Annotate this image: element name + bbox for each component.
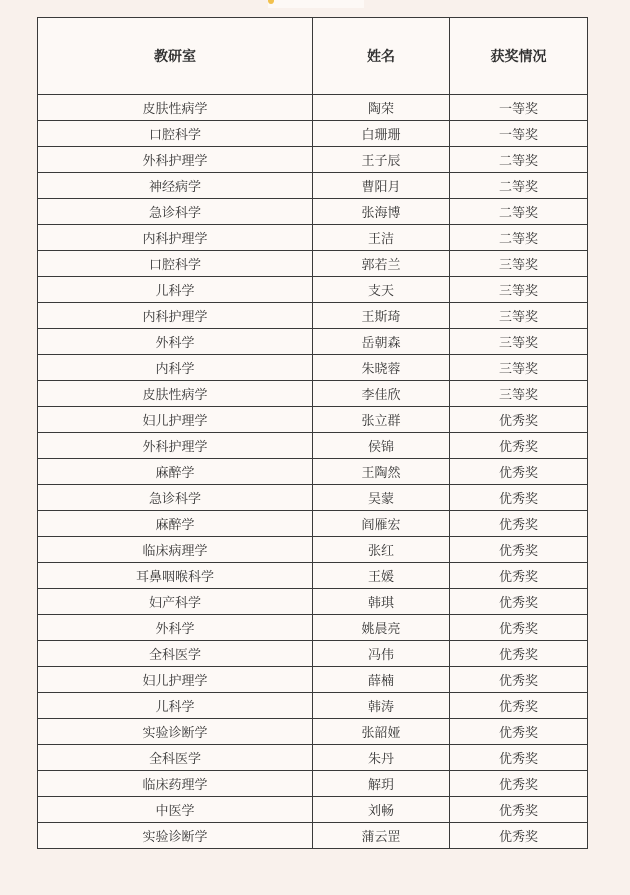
table-row [38,95,588,121]
table-row [38,693,588,719]
table-row [38,797,588,823]
name-cell: 张立群 [313,407,450,433]
table-row [38,329,588,355]
award-cell: 优秀奖 [450,667,588,693]
award-cell: 二等奖 [450,225,588,251]
department-cell: 麻醉学 [38,459,313,485]
department-cell: 皮肤性病学 [38,381,313,407]
award-cell: 优秀奖 [450,771,588,797]
department-cell: 实验诊断学 [38,823,313,849]
header-award: 获奖情况 [450,18,588,95]
table-row [38,745,588,771]
award-cell: 优秀奖 [450,823,588,849]
name-cell: 朱丹 [313,745,450,771]
name-cell: 张海博 [313,199,450,225]
table-row [38,537,588,563]
table-row [38,771,588,797]
department-cell: 皮肤性病学 [38,95,313,121]
table-row [38,615,588,641]
header-department: 教研室 [38,18,313,95]
award-cell: 优秀奖 [450,433,588,459]
award-cell: 三等奖 [450,329,588,355]
department-cell: 妇儿护理学 [38,407,313,433]
department-cell: 临床药理学 [38,771,313,797]
department-cell: 实验诊断学 [38,719,313,745]
department-cell: 临床病理学 [38,537,313,563]
table-row [38,485,588,511]
department-cell: 外科学 [38,329,313,355]
name-cell: 姚晨亮 [313,615,450,641]
header-row [38,18,588,95]
department-cell: 外科学 [38,615,313,641]
award-cell: 优秀奖 [450,511,588,537]
award-cell: 三等奖 [450,251,588,277]
table-header [38,18,588,95]
name-cell: 蒲云罡 [313,823,450,849]
department-cell: 儿科学 [38,693,313,719]
table-row [38,173,588,199]
table-row [38,823,588,849]
table-row [38,277,588,303]
award-cell: 三等奖 [450,277,588,303]
table-row [38,511,588,537]
name-cell: 吴蒙 [313,485,450,511]
award-cell: 二等奖 [450,173,588,199]
name-cell: 冯伟 [313,641,450,667]
award-cell: 三等奖 [450,355,588,381]
award-cell: 一等奖 [450,95,588,121]
department-cell: 全科医学 [38,641,313,667]
department-cell: 急诊科学 [38,485,313,511]
award-cell: 优秀奖 [450,459,588,485]
award-cell: 优秀奖 [450,693,588,719]
table-row [38,147,588,173]
department-cell: 全科医学 [38,745,313,771]
top-tab-strip [268,0,364,8]
department-cell: 急诊科学 [38,199,313,225]
table-row [38,459,588,485]
award-table [37,17,588,849]
table-row [38,563,588,589]
award-cell: 优秀奖 [450,641,588,667]
table-body [38,95,588,849]
name-cell: 王斯琦 [313,303,450,329]
name-cell: 解玥 [313,771,450,797]
name-cell: 支天 [313,277,450,303]
award-cell: 二等奖 [450,199,588,225]
table-row [38,225,588,251]
department-cell: 口腔科学 [38,121,313,147]
table-row [38,719,588,745]
name-cell: 陶荣 [313,95,450,121]
department-cell: 内科护理学 [38,303,313,329]
department-cell: 中医学 [38,797,313,823]
name-cell: 韩琪 [313,589,450,615]
table-row [38,667,588,693]
department-cell: 儿科学 [38,277,313,303]
name-cell: 曹阳月 [313,173,450,199]
name-cell: 侯锦 [313,433,450,459]
name-cell: 王子辰 [313,147,450,173]
name-cell: 刘畅 [313,797,450,823]
award-cell: 优秀奖 [450,563,588,589]
department-cell: 内科护理学 [38,225,313,251]
name-cell: 岳朝森 [313,329,450,355]
award-cell: 二等奖 [450,147,588,173]
name-cell: 张韶娅 [313,719,450,745]
name-cell: 郭若兰 [313,251,450,277]
award-cell: 优秀奖 [450,407,588,433]
name-cell: 韩涛 [313,693,450,719]
department-cell: 外科护理学 [38,433,313,459]
table-row [38,251,588,277]
table-row [38,381,588,407]
department-cell: 外科护理学 [38,147,313,173]
table-row [38,589,588,615]
department-cell: 神经病学 [38,173,313,199]
award-cell: 一等奖 [450,121,588,147]
award-cell: 优秀奖 [450,719,588,745]
award-cell: 优秀奖 [450,615,588,641]
table-row [38,303,588,329]
table-row [38,407,588,433]
department-cell: 内科学 [38,355,313,381]
name-cell: 张红 [313,537,450,563]
award-cell: 优秀奖 [450,537,588,563]
name-cell: 朱晓蓉 [313,355,450,381]
department-cell: 麻醉学 [38,511,313,537]
name-cell: 王洁 [313,225,450,251]
name-cell: 王陶然 [313,459,450,485]
table-row [38,199,588,225]
table-row [38,121,588,147]
department-cell: 妇儿护理学 [38,667,313,693]
name-cell: 薛楠 [313,667,450,693]
award-cell: 三等奖 [450,381,588,407]
table-row [38,433,588,459]
department-cell: 口腔科学 [38,251,313,277]
department-cell: 妇产科学 [38,589,313,615]
award-cell: 三等奖 [450,303,588,329]
name-cell: 白珊珊 [313,121,450,147]
name-cell: 阎雁宏 [313,511,450,537]
department-cell: 耳鼻咽喉科学 [38,563,313,589]
table-row [38,641,588,667]
award-cell: 优秀奖 [450,589,588,615]
header-name: 姓名 [313,18,450,95]
name-cell: 王媛 [313,563,450,589]
table-row [38,355,588,381]
award-cell: 优秀奖 [450,797,588,823]
name-cell: 李佳欣 [313,381,450,407]
award-cell: 优秀奖 [450,745,588,771]
award-cell: 优秀奖 [450,485,588,511]
